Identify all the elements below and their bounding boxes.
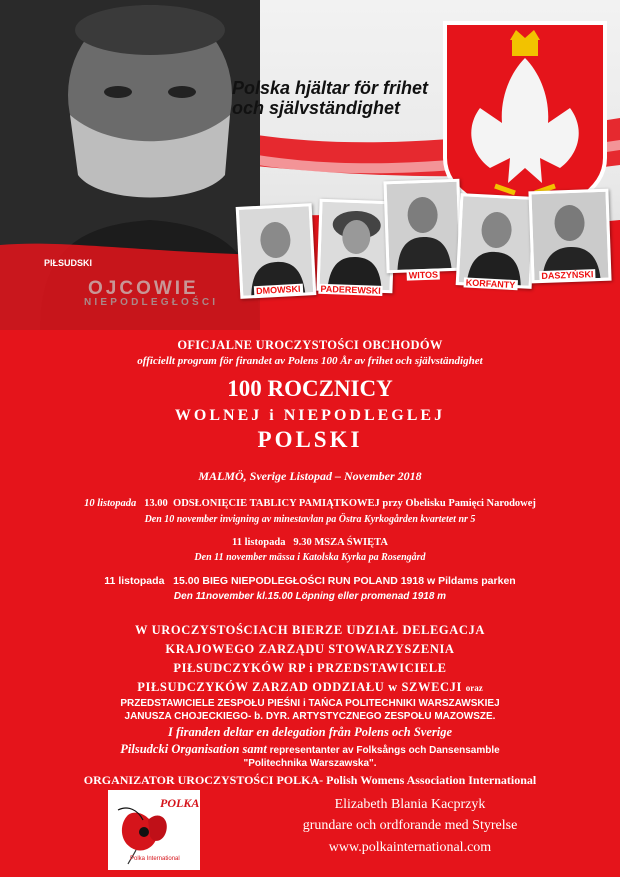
delegation-line-6: JANUSZA CHOJECKIEGO- b. DYR. ARTYSTYCZNEGO ZESPOŁU MAZOWSZE.	[124, 711, 496, 722]
portrait-paderewski: PADEREWSKI	[316, 199, 395, 294]
title-line-1: 100 ROCZNICY	[227, 376, 393, 401]
pilsudski-caption: PIŁSUDSKI	[44, 258, 93, 268]
portrait-daszynski: DASZYŃSKI	[528, 189, 611, 284]
website-link[interactable]: www.polkainternational.com	[328, 840, 492, 855]
delegation-line-1: W UROCZYSTOŚCIACH BIERZE UDZIAŁ DELEGACJA	[135, 623, 485, 637]
delegation-sv-line-2: Pilsudcki Organisation samt representanter av Folksångs och Dansensamble	[120, 742, 500, 756]
event-2: 11 listopada 9.30 MSZA ŚWIĘTA	[232, 537, 388, 548]
overlay-title: OJCOWIE	[88, 278, 199, 299]
overlay-subtitle: NIEPODLEGŁOŚCI	[84, 297, 219, 308]
polish-eagle-emblem	[440, 18, 610, 218]
portrait-korfanty: KORFANTY	[456, 193, 537, 289]
delegation-line-5: PRZEDSTAWICIELE ZESPOŁU PIEŚNI i TAŃCA POLITECHNIKI WARSZAWSKIEJ	[120, 698, 500, 709]
program-heading-pl: OFICJALNE UROCZYSTOŚCI OBCHODÓW	[177, 338, 443, 352]
delegation-line-3: PIŁSUDCZYKÓW RP i PRZEDSTAWICIELE	[173, 661, 447, 675]
delegation-line-2: KRAJOWEGO ZARZĄDU STOWARZYSZENIA	[165, 642, 455, 656]
place-date: MALMÖ, Sverige Listopad – November 2018	[198, 469, 422, 483]
hero-banner	[0, 0, 620, 330]
event-2-sv: Den 11 november mässa i Katolska Kyrka pa Rosengård	[194, 552, 426, 563]
event-1-sv: Den 10 november invigning av minestavlan pa Östra Kyrkogården kvartetet nr 5	[144, 514, 476, 525]
event-3: 11 listopada 15.00 BIEG NIEPODLEGŁOŚCI RUN POLAND 1918 w Pildams parken	[104, 575, 516, 587]
delegation-line-4: PIŁSUDCZYKÓW ZARZAD ODDZIAŁU w SZWECJI oraz	[137, 680, 483, 694]
logo-caption: Polka International	[130, 856, 180, 862]
delegation-sv-line-3: "Politechnika Warszawska".	[243, 758, 377, 769]
signatory-name: Elizabeth Blania Kacprzyk	[334, 797, 486, 812]
program-heading-sv: officiellt program för firandet av Polens 100 År av frihet och självständighet	[137, 355, 483, 367]
portrait-dmowski: DMOWSKI	[236, 203, 317, 299]
polka-logo	[108, 790, 200, 870]
title-line-2: WOLNEJ i NIEPODLEGLEJ	[174, 407, 446, 424]
portrait-witos: WITOS	[383, 179, 462, 274]
organizer: ORGANIZATOR UROCZYSTOŚCI POLKA- Polish Womens Association International	[83, 773, 537, 787]
signatory-role: grundare och ordforande med Styrelse	[302, 818, 518, 833]
event-3-sv: Den 11november kl.15.00 Löpning eller promenad 1918 m	[173, 591, 447, 602]
delegation-sv-line-1: I firanden deltar en delegation från Polens och Sverige	[167, 725, 453, 739]
hero-slogan: Polska hjältar för frihet och självständighet	[232, 78, 429, 118]
logo-text: POLKA	[160, 796, 200, 810]
event-1: 10 listopada 13.00 ODSŁONIĘCIE TABLICY PAMIĄTKOWEJ przy Obelisku Pamięci Narodowej	[84, 498, 536, 509]
title-line-3: POLSKI	[257, 427, 363, 452]
